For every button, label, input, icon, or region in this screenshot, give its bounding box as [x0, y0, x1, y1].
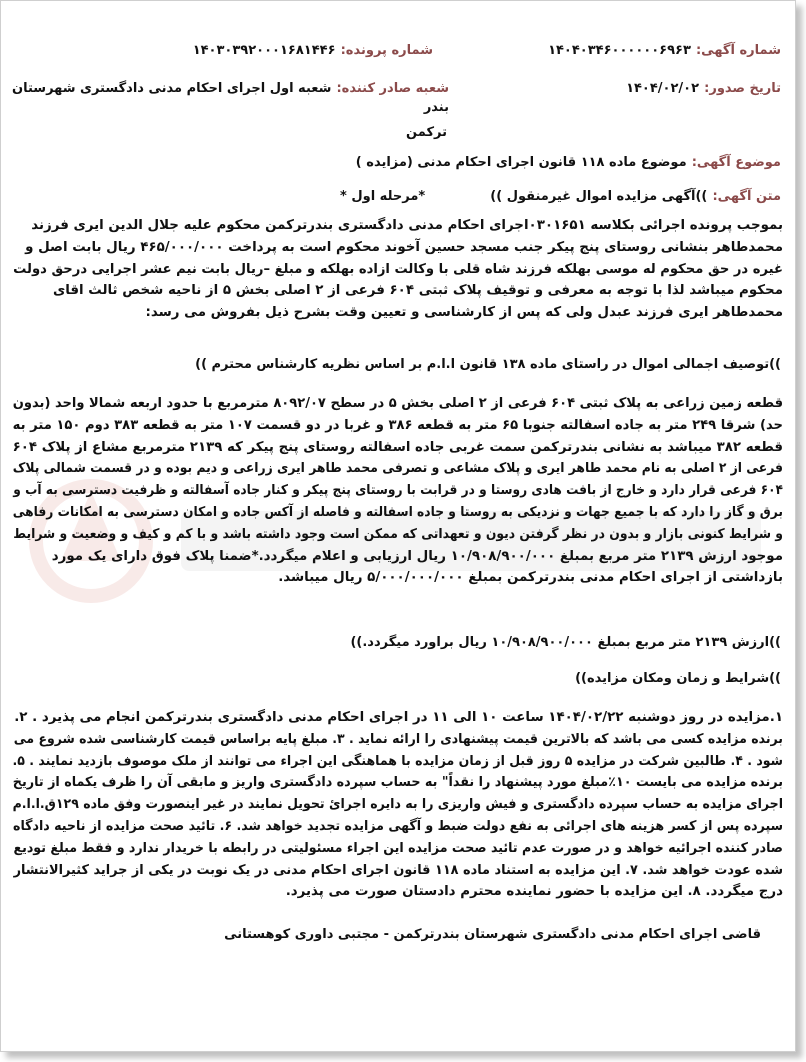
intro-paragraph: [13, 215, 783, 324]
description-line: برق و گاز را دارد که با جمیع جهات و نزدیکی به روستا و جاده اسفالته و فاصله از آکس جاده و امکان دسترسی به امکانات رفاهی: [12, 504, 783, 520]
value-line: ))ارزش ۲۱۳۹ متر مربع بمبلغ ۱۰/۹۰۸/۹۰۰/۰۰۰ ریال براورد میگردد.)): [350, 635, 781, 650]
intro-line: محکوم میباشد لذا با توجه به معرفی و توقیف پلاک ثبتی ۶۰۴ فرعی از ۲ اصلی بخش ۵ از ناحیه شخص ثالث اقای: [52, 283, 783, 299]
conditions-line: برنده مزایده کسی می باشد که بالاترین قیمت پیشنهادی را ارائه نماید . ۳. مبلغ پایه براساس قیمت کارشناسی شده شروع می: [13, 731, 783, 747]
subject-label: موضوع آگهی:: [691, 155, 781, 170]
description-paragraph: [13, 393, 783, 589]
conditions-heading: ))شرایط و زمان ومکان مزایده)): [575, 671, 781, 686]
ad-text-label: متن آگهی:: [712, 189, 781, 204]
conditions-paragraph: [13, 707, 783, 903]
description-line: ۶۰۴ فرعی قرار دارد و خارج از بافت هادی روستا و در قرابت با روستای پنج پیکر و کنار جاده آسفالته و ظرفیت دسترسی به آب و: [13, 483, 783, 499]
ad-text-row: [340, 185, 781, 204]
description-line: قطعه زمین زراعی به پلاک ثبتی ۶۰۴ فرعی از ۲ اصلی بخش ۵ در سطح ۸۰۹۲/۰۷ مترمربع با حدود اربعه شمالا واحد (بدون: [12, 396, 783, 411]
intro-line: محمدطاهر بنشانی روستای پنج پیکر جنب مسجد حسین آخوند محکوم است به پرداخت ۴۶۵/۰۰۰/۰۰۰ ریال بابت اصل و: [25, 239, 783, 255]
stage-label: *مرحله اول *: [340, 189, 426, 204]
conditions-line: اجرای مزایده به حساب سپرده دادگستری و فیش واریزی را به دایره اجرائ تحویل نمایند در غیر اینصورت وفق ماده ۱۲۹ق.ا.ا.م: [12, 797, 783, 813]
description-line: فرعی از ۲ اصلی به نام محمد طاهر ایری و پلاک مشاعی و تصرفی محمد طاهر ایری زراعی و دیم بوده و در قسمت شمالی پلاک: [12, 461, 783, 477]
issuer-value-line1: شعبه اول اجرای احکام مدنی دادگستری شهرستان بندر: [12, 81, 449, 115]
issue-date-value: ۱۴۰۴/۰۲/۰۲: [626, 81, 700, 96]
description-line: بازداشتی از اجرای احکام مدنی بندرترکمن بمبلغ ۵/۰۰۰/۰۰۰/۰۰۰ ریال میباشد.: [278, 570, 783, 586]
case-number-row: [193, 39, 433, 58]
conditions-line: شود . ۴. طالبین شرکت در مزایده ۵ روز قبل از زمان مزایده با هماهنگی این اجراء می توانند از ملک موصوف بازدید نمایند . ۵.: [12, 753, 783, 769]
signature: قاضی اجرای احکام مدنی دادگستری شهرستان بندرترکمن - مجتبی داوری کوهستانی: [224, 927, 761, 942]
subject-value: موضوع ماده ۱۱۸ قانون اجرای احکام مدنی (مزایده ): [355, 155, 687, 170]
description-line: حد) شرقا ۲۴۹ متر به جاده اسفالته جنوبا ۶۵ متر به قطعه ۳۸۶ و غربا در دو قسمت ۱۰۷ متر به قطعه ۳۸۳ دوم ۱۵۰ متر به: [12, 417, 783, 433]
conditions-line: برنده مزایده می بایست ۱۰٪مبلغ مورد پیشنهاد را نقداً" به حساب سپرده دادگستری واریز و مابقی آن را ظرف یکماه از تاریخ: [12, 775, 783, 791]
issue-date-row: [626, 77, 781, 96]
conditions-line: سپرده پس از کسر هزینه های اجرائی به نفع دولت ضبط و آگهی مزایده تجدید خواهد شد. ۶. تائید صحت مزایده از ناحیه دادگاه: [13, 818, 784, 834]
case-number-label: شماره پرونده:: [340, 43, 433, 58]
conditions-line: شده عودت خواهد شد. ۷. این مزایده به استناد ماده ۱۱۸ قانون اجرای احکام مدنی در یک نوبت در یکی از جراید کثیرالانتشار: [13, 862, 783, 878]
subject-row: [356, 151, 781, 170]
conditions-line: ۱.مزایده در روز دوشنبه ۱۴۰۴/۰۲/۲۲ ساعت ۱۰ الی ۱۱ در اجرای احکام مدنی دادگستری بندرترکمن انجام می پذیرد . ۲.: [14, 710, 783, 725]
case-number-value: ۱۴۰۳۰۳۹۲۰۰۰۱۶۸۱۴۴۶: [192, 43, 336, 58]
document-content: [1, 1, 795, 1051]
description-line: و شرایط کنونی بازار و بدون در نظر گرفتن دیون و تعهداتی که ممکن است وجود داشته باشد و با کم و کیف و وضعیت و شرایط: [13, 526, 784, 542]
ad-number-label: شماره آگهی:: [695, 43, 781, 58]
issue-date-label: تاریخ صدور:: [704, 81, 781, 96]
intro-line: محمدطاهر ایری فرزند عبدل ولی که پس از کارشناسی و تعیین وقت بشرح ذیل بفروش می رسد:: [145, 305, 783, 321]
conditions-line: درج میگردد. ۸. این مزایده با حضور نماینده محترم دادستان صورت می پذیرد.: [285, 884, 783, 900]
conditions-line: صادر کننده اجرائیه خواهد و در صورت عدم تائید صحت مزایده این اجراء مسئولیتی در رابطه با خریدار ندارد و فقط مبلغ تودیع: [13, 840, 783, 856]
ad-text-heading: ))آگهی مزایده اموال غیرمنقول )): [490, 189, 708, 204]
ad-number-value: ۱۴۰۴۰۳۴۶۰۰۰۰۰۰۶۹۶۳: [548, 43, 691, 58]
issuer-row: [9, 77, 449, 140]
ad-number-row: [548, 39, 781, 58]
description-line: قطعه ۳۸۲ میباشد به نشانی بندرترکمن سمت غربی جاده اسفالته روستای پنج پیکر که ۲۱۳۹ مترمربع مشاع از پلاک ۶۰۴: [12, 439, 783, 455]
issuer-value-line2: ترکمن: [406, 125, 447, 140]
intro-line: غیره در حق محکوم له موسی بهلکه فرزند شاه قلی با وکالت ازاده بهلکه و مبلغ –ریال بابت نیم عشر اجرایی درحق دولت: [13, 261, 784, 277]
description-line: موجود ارزش ۲۱۳۹ متر مربع بمبلغ ۱۰/۹۰۸/۹۰۰/۰۰۰ ریال ارزیابی و اعلام میگردد.*ضمنا پلاک فوق دارای یک مورد: [51, 548, 783, 564]
description-heading: ))توصیف اجمالی اموال در راستای ماده ۱۳۸ قانون ا.ا.م بر اساس نظریه کارشناس محترم )): [195, 357, 781, 372]
intro-line: بموجب پرونده اجرائی بکلاسه ۰۳۰۱۶۵۱اجرای احکام مدنی دادگستری بندرترکمن محکوم علیه جلال الدین ایری فرزند: [31, 218, 783, 233]
issuer-label: شعبه صادر کننده:: [336, 81, 449, 96]
